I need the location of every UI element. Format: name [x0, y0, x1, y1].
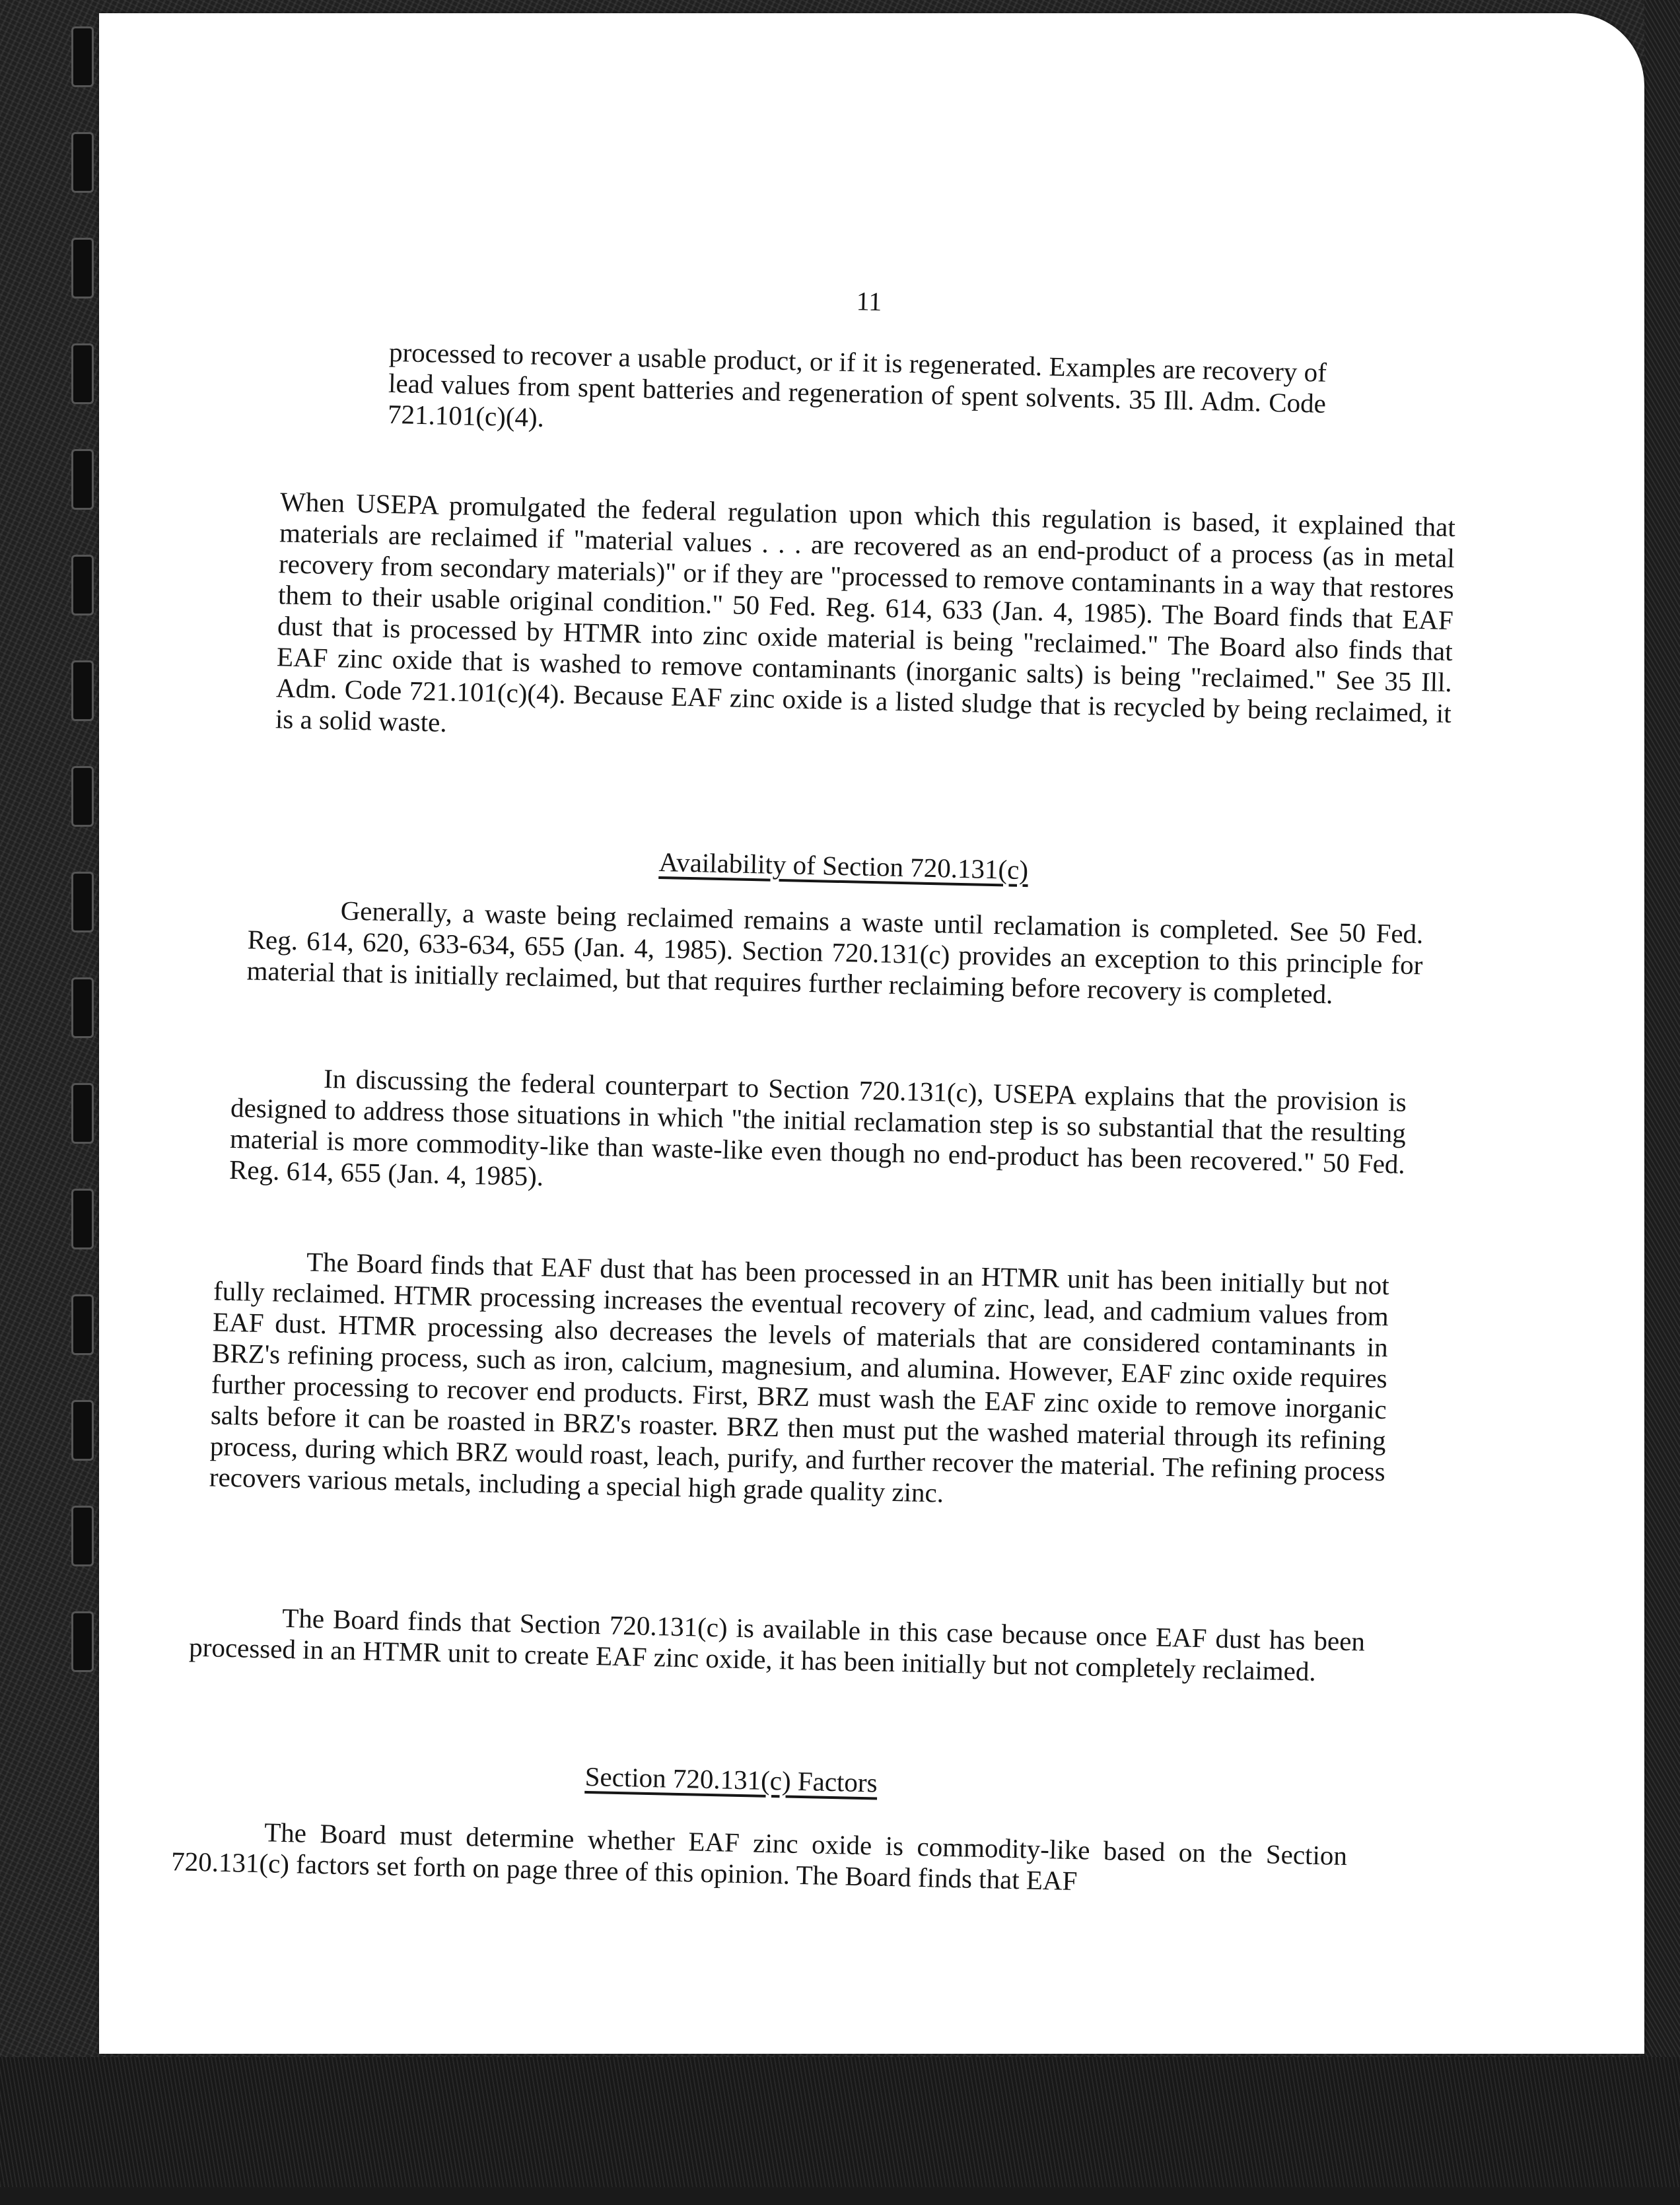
heading-factors: Section 720.131(c) Factors: [584, 1761, 878, 1798]
paragraph-htmr-processing: The Board finds that EAF dust that has been processed in an HTMR unit has been initially but not fully reclaimed. HTMR processing increases the eventual recovery of zinc, lead, and cadmium values from EAF dust. HTMR processing also decreases the levels of materials that are considered contaminants in BRZ's refining process, such as iron, calcium, magnesium, and alumina. However, EAF zinc oxide requires further processing to recover end products. First, BRZ must wash the EAF zinc oxide to remove inorganic salts before it can be roasted in BRZ's roaster. BRZ then must put the washed material through its refining process, during which BRZ would roast, leach, purify, and further recover the material. The refining process recovers various metals, including a special high grade quality zinc.: [209, 1246, 1390, 1508]
paragraph-commodity-like: The Board must determine whether EAF zinc oxide is commodity-like based on the Section 720.131(c) factors set forth on page three of this opinion. The Board finds that EAF: [170, 1817, 1348, 1897]
paragraph-waste-reclaimed: Generally, a waste being reclaimed remains a waste until reclamation is completed. See 50 Fed. Reg. 614, 620, 633-634, 655 (Jan. 4, 1985). Section 720.131(c) provides an exception to this principle for material that is initially reclaimed, but that requires further reclaiming before recovery is completed.: [246, 895, 1424, 1010]
page-number: 11: [856, 286, 882, 317]
paragraph-federal-counterpart: In discussing the federal counterpart to Section 720.131(c), USEPA explains that the provision is designed to address those situations in which "the initial reclamation step is so substantial that the resulting material is more commodity-like than waste-like even though no end-product has been recovered." 50 Fed. Reg. 614, 655 (Jan. 4, 1985).: [228, 1063, 1407, 1192]
paragraph-usepa-reclaimed: When USEPA promulgated the federal regulation upon which this regulation is based, it explained that materials are reclaimed if "material values . . . are recovered as an end-product of a process (as in metal recovery from secondary materials)" or if they are "processed to remove contaminants in a way that restores them to their usable original condition." 50 Fed. Reg. 614, 633 (Jan. 4, 1985). The Board finds that EAF dust that is processed by HTMR into zinc oxide material is being "reclaimed." The Board also finds that EAF zinc oxide that is washed to remove contaminants (inorganic salts) is being "reclaimed." See 35 Ill. Adm. Code 721.101(c)(4). Because EAF zinc oxide is a listed sludge that is recycled by being reclaimed, it is a solid waste.: [275, 486, 1456, 738]
paragraph-section-available: The Board finds that Section 720.131(c) is available in this case because once EAF dust has been processed in an HTMR unit to create EAF zinc oxide, it has been initially but not completely reclaimed.: [188, 1602, 1366, 1687]
heading-availability: Availability of Section 720.131(c): [658, 846, 1029, 886]
paragraph-continued-definition: processed to recover a usable product, or if it is regenerated. Examples are recovery of lead values from spent batteries and regeneration of spent solvents. 35 Ill. Adm. Code 721.101(c)(4).: [387, 336, 1327, 433]
